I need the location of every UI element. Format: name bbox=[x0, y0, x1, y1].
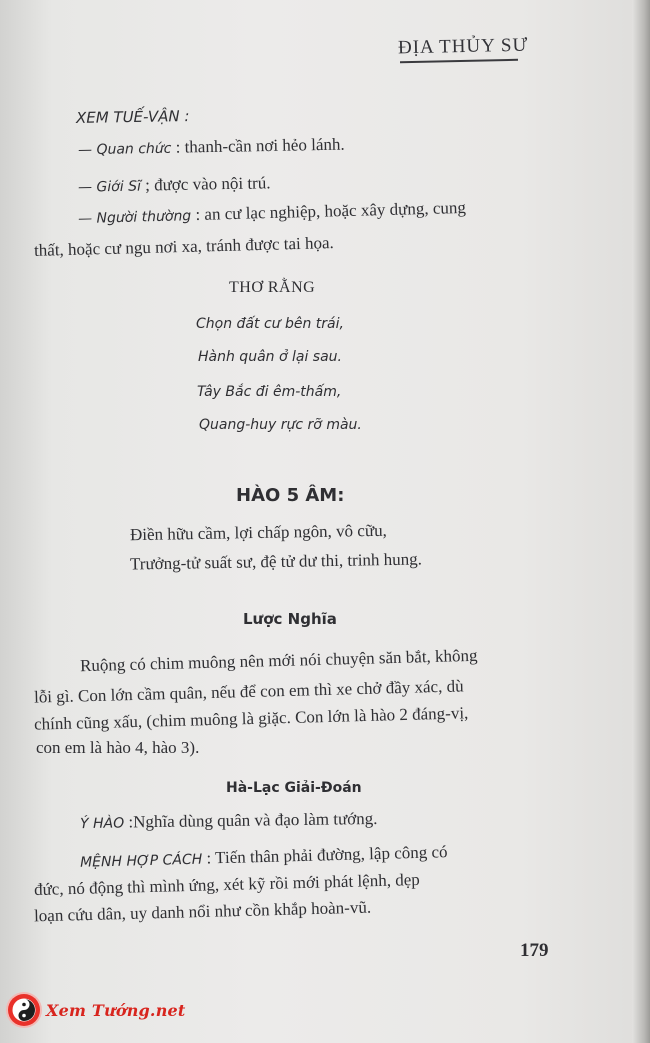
y-hao-text: :Nghĩa dùng quân và đạo làm tướng. bbox=[128, 808, 378, 832]
running-head: ĐỊA THỦY SƯ bbox=[397, 34, 529, 59]
y-hao-label: Ý HÀO bbox=[79, 815, 125, 833]
item-text: : thanh-cần nơi hẻo lánh. bbox=[175, 134, 345, 157]
item-label: — Quan chức bbox=[77, 140, 172, 159]
ha-lac-heading: Hà-Lạc Giải-Đoán bbox=[226, 780, 362, 796]
tue-van-item bbox=[78, 199, 466, 226]
luoc-nghia-heading: Lược Nghĩa bbox=[243, 610, 337, 628]
menh-line bbox=[80, 843, 448, 870]
watermark-text: Xem Tướng.net bbox=[46, 1000, 186, 1020]
luoc-nghia-line: lỗi gì. Con lớn cầm quân, nếu để con em thì xe chở đầy xác, dù bbox=[33, 676, 464, 707]
yin-yang-icon bbox=[8, 994, 40, 1026]
luoc-nghia-line: Ruộng có chim muông nên mới nói chuyện săn bắt, không bbox=[79, 645, 478, 676]
item-label: — Giới Sĩ bbox=[77, 178, 142, 196]
tue-van-item bbox=[78, 136, 345, 158]
hao-5-line: Điền hữu cầm, lợi chấp ngôn, vô cữu, bbox=[129, 520, 388, 545]
item-text: : an cư lạc nghiệp, hoặc xây dựng, cung bbox=[195, 197, 467, 225]
hao-5-heading: HÀO 5 ÂM: bbox=[236, 485, 345, 506]
verse-line: Chọn đất cư bên trái, bbox=[196, 316, 344, 332]
luoc-nghia-line: chính cũng xấu, (chim muông là giặc. Con lớn là hào 2 đáng-vị, bbox=[33, 703, 469, 734]
verse-line: Hành quân ở lại sau. bbox=[198, 349, 342, 365]
hao-5-line: Trưởng-tử suất sư, đệ tử dư thi, trinh hung. bbox=[129, 549, 423, 574]
verse-line: Tây Bắc đi êm-thấm, bbox=[197, 384, 342, 400]
site-watermark bbox=[8, 990, 186, 1030]
tue-van-heading: XEM TUẾ-VẬN : bbox=[75, 107, 190, 127]
running-head-rule bbox=[400, 59, 518, 63]
tho-rang-heading: THƠ RẰNG bbox=[229, 279, 316, 296]
page-edge-shadow bbox=[632, 0, 650, 1043]
menh-line: loạn cứu dân, uy danh nổi như cồn khắp hoàn-vũ. bbox=[33, 897, 372, 926]
menh-text: : Tiến thân phải đường, lập công có bbox=[206, 842, 448, 868]
verse-line: Quang-huy rực rỡ màu. bbox=[199, 417, 362, 433]
menh-label: MỆNH HỢP CÁCH bbox=[79, 851, 203, 871]
tue-van-item bbox=[78, 174, 271, 194]
item-text: ; được vào nội trú. bbox=[144, 173, 271, 195]
y-hao-line bbox=[80, 810, 378, 831]
luoc-nghia-line: con em là hào 4, hào 3). bbox=[36, 738, 200, 757]
tue-van-continuation: thất, hoặc cư ngu nơi xa, tránh được tai họa. bbox=[33, 233, 335, 260]
item-label: — Người thường bbox=[77, 208, 192, 228]
page-number: 179 bbox=[520, 940, 549, 961]
menh-line: đức, nó động thì mình ứng, xét kỹ rồi mới phát lệnh, dẹp bbox=[33, 869, 420, 900]
